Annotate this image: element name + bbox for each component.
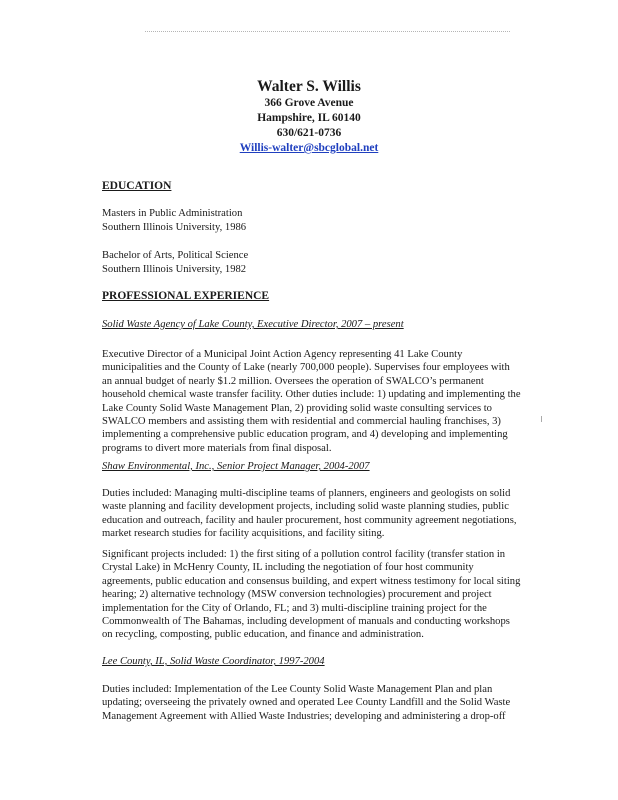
applicant-name: Walter S. Willis: [257, 78, 361, 95]
degree-school: Southern Illinois University, 1982: [102, 264, 247, 275]
degree-title: Bachelor of Arts, Political Science: [102, 250, 249, 261]
street-address: 366 Grove Avenue: [264, 97, 354, 109]
job-title: Solid Waste Agency of Lake County, Executive Director, 2007 – present: [102, 319, 404, 330]
job-description: Duties included: Implementation of the Lee County Solid Waste Management Plan and plan updating; overseeing the privately owned and operated Lee County Landfill and the Solid Waste Management Agreement with Allied Waste Industries; developing and administering a drop-off: [102, 684, 511, 722]
degree-title: Masters in Public Administration: [102, 208, 243, 219]
degree-school: Southern Illinois University, 1986: [102, 222, 247, 233]
job-description: Significant projects included: 1) the first siting of a pollution control facility (transfer station in Crystal Lake) in McHenry County, IL including the negotiation of four host community agreements, public education and consensus building, and expert witness testimony for local siting hearing; 2) alternative technology (MSW conversion technologies) procurement and project implementation for the City of Orlando, FL; and 3) multi-discipline training project for the Commonwealth of The Bahamas, including development of manuals and conducting workshops on recycling, composting, public education, and finance and administration.: [102, 549, 521, 641]
resume-header: [0, 77, 618, 156]
job-description: Executive Director of a Municipal Joint Action Agency representing 41 Lake County municipalities and the County of Lake (nearly 700,000 people). Supervises four employees with an annual budget of nearly $1.2 million. Oversees the operation of SWALCO’s permanent household chemical waste transfer facility. Other duties include: 1) updating and implementing the Lake County Solid Waste Management Plan, 2) providing solid waste consulting services to SWALCO members and assisting them with residential and commercial hauling franchises, 3) implementing a comprehensive public education program, and 4) developing and implementing programs to divert more materials from final disposal.: [102, 349, 521, 454]
email-link[interactable]: Willis-walter@sbcglobal.net: [239, 142, 379, 154]
scan-mark: [541, 416, 542, 422]
job-title: Shaw Environmental, Inc., Senior Project Manager, 2004-2007: [102, 461, 370, 472]
job-title: Lee County, IL, Solid Waste Coordinator, 1997-2004: [102, 656, 325, 667]
phone-number: 630/621-0736: [276, 127, 342, 139]
city-state-zip: Hampshire, IL 60140: [257, 112, 361, 124]
education-heading: EDUCATION: [102, 180, 172, 192]
experience-heading: PROFESSIONAL EXPERIENCE: [102, 290, 270, 302]
degree-entry: [102, 249, 248, 277]
job-description: Duties included: Managing multi-discipline teams of planners, engineers and geologists on solid waste planning and facility development projects, including solid waste planning studies, public education and outreach, facility and hauler procurement, host community agreement negotiations, market research studies for facility acquisitions, and facility siting.: [102, 488, 517, 540]
degree-entry: [102, 207, 246, 235]
scan-top-border: [145, 31, 510, 32]
